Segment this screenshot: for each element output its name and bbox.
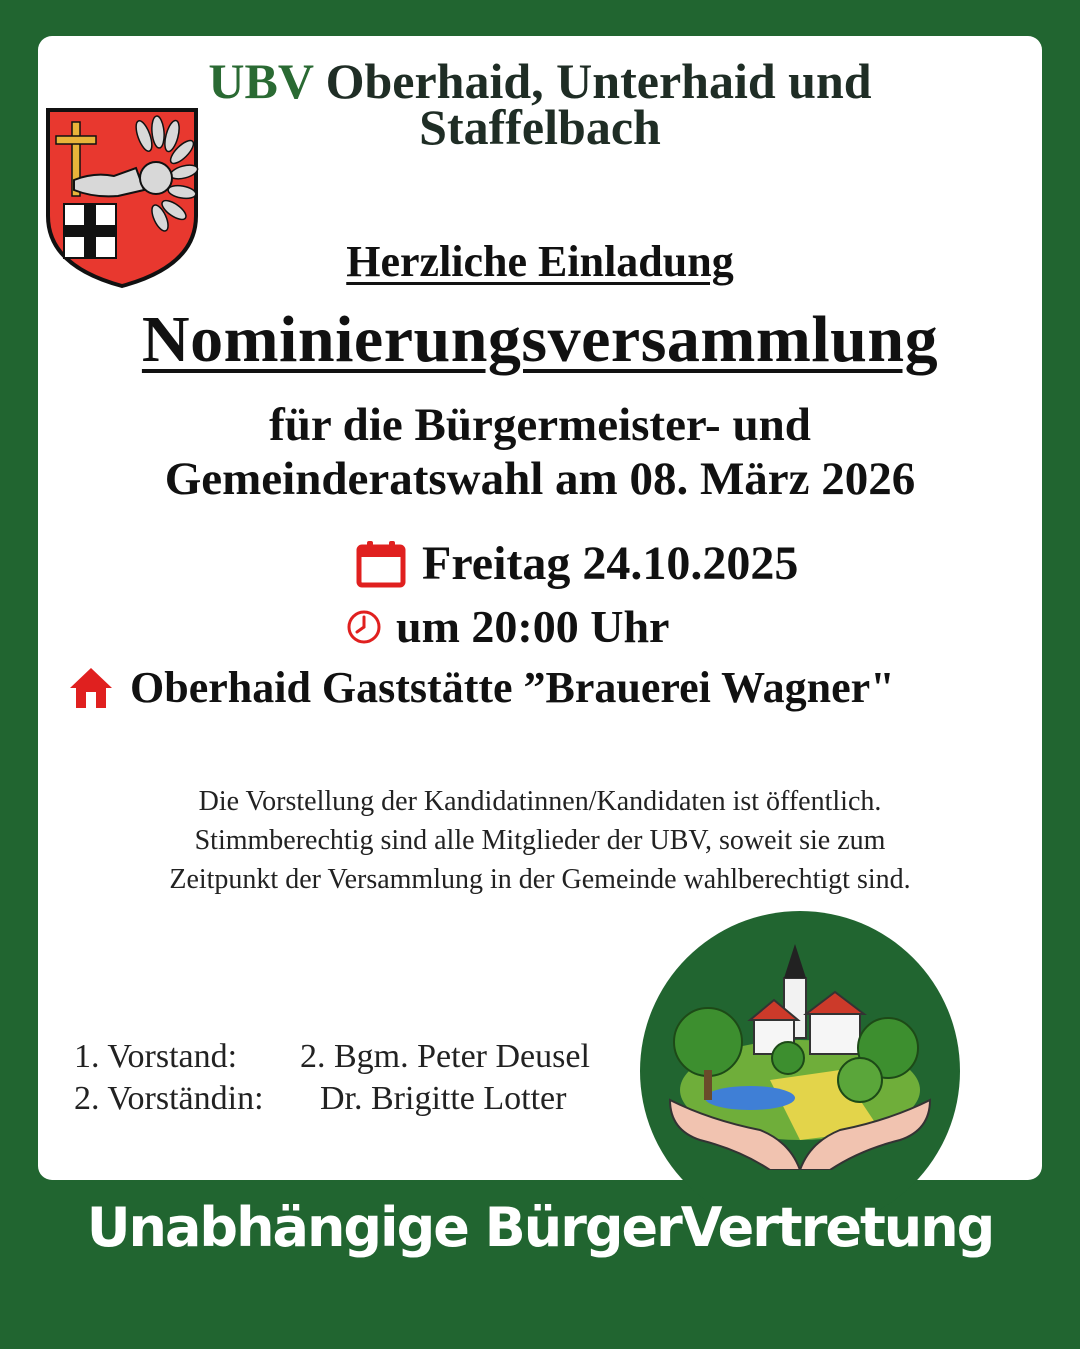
event-location: Oberhaid Gaststätte ”Brauerei Wagner" <box>130 663 895 712</box>
board-name: 2. Bgm. Peter Deusel <box>300 1038 590 1075</box>
event-subtitle <box>0 398 1080 506</box>
footer-slogan: Unabhängige BürgerVertretung <box>86 1196 994 1259</box>
organization-title <box>150 53 930 155</box>
event-title: Nominierungsversammlung <box>141 303 939 376</box>
event-date-row <box>356 536 798 591</box>
event-description <box>0 782 1080 899</box>
event-location-row <box>68 662 895 713</box>
event-time: um 20:00 Uhr <box>396 601 670 652</box>
subtitle-line-2: Gemeinderatswahl am 08. März 2026 <box>164 453 916 505</box>
description-line-3: Zeitpunkt der Versammlung in der Gemeinde wahlberechtigt sind. <box>169 864 911 895</box>
org-name: Oberhaid, Unterhaid und Staffelbach <box>313 53 872 155</box>
description-line-2: Stimmberechtig sind alle Mitglieder der UBV, soweit sie zum <box>194 825 886 856</box>
board-row <box>74 1036 590 1078</box>
description-line-1: Die Vorstellung der Kandidatinnen/Kandidaten ist öffentlich. <box>198 786 882 817</box>
board-role: 2. Vorständin: <box>74 1080 264 1117</box>
house-icon <box>68 666 114 710</box>
event-time-row <box>346 600 669 653</box>
board-role: 1. Vorstand: <box>74 1038 238 1075</box>
calendar-icon <box>356 539 406 589</box>
org-abbrev: UBV <box>208 53 314 109</box>
village-in-hands-logo <box>650 930 950 1170</box>
event-date: Freitag 24.10.2025 <box>422 537 799 590</box>
invitation-greeting: Herzliche Einladung <box>346 237 734 286</box>
clock-icon <box>346 609 382 645</box>
board-list <box>74 1036 590 1120</box>
subtitle-line-1: für die Bürgermeister- und <box>269 399 811 451</box>
board-row <box>74 1078 590 1120</box>
board-name: Dr. Brigitte Lotter <box>320 1080 567 1117</box>
